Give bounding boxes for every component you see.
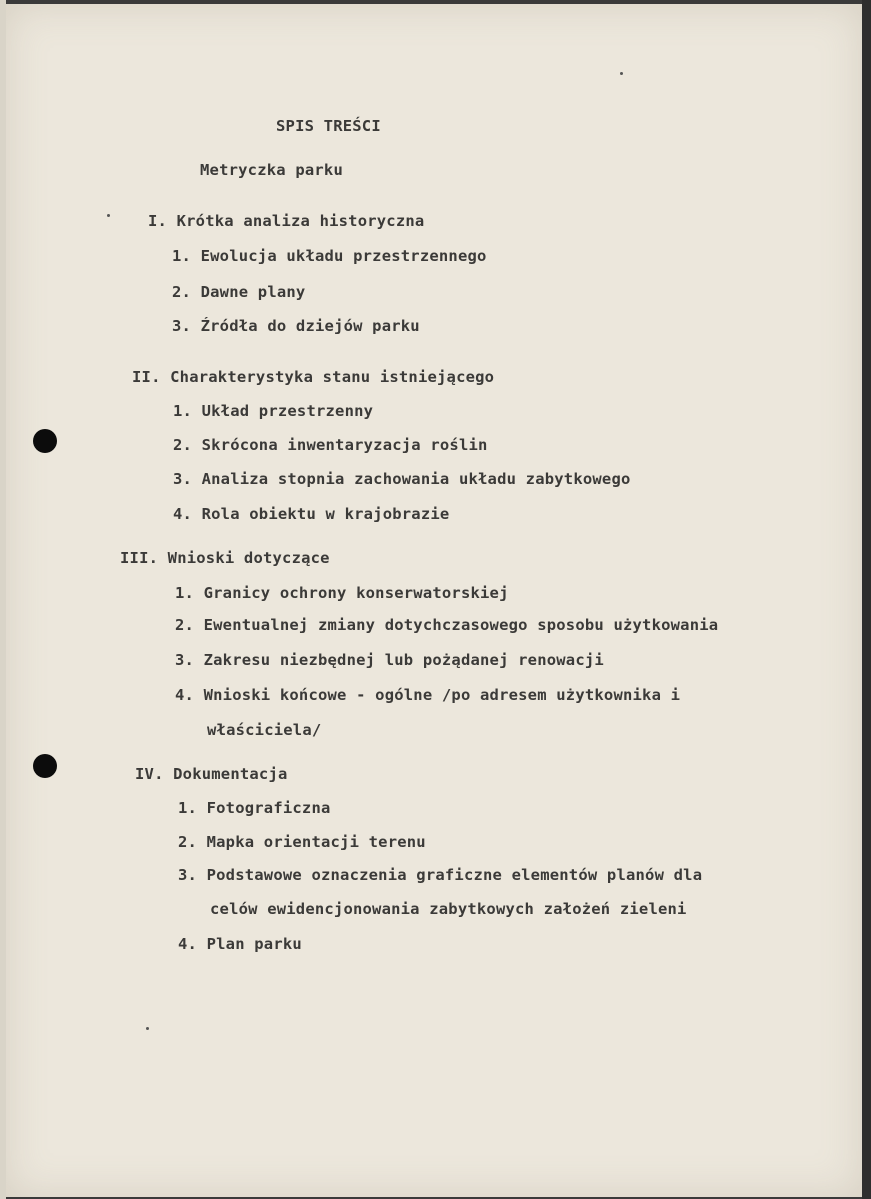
toc-item: 4. Wnioski końcowe - ogólne /po adresem użytkownika i (175, 686, 681, 704)
toc-item: 3. Źródła do dziejów parku (172, 317, 420, 335)
section-heading-2: II. Charakterystyka stanu istniejącego (132, 368, 495, 386)
section-heading-1: I. Krótka analiza historyczna (148, 212, 425, 230)
toc-item: 2. Ewentualnej zmiany dotychczasowego sposobu użytkowania (175, 616, 719, 634)
punch-hole-icon (33, 754, 57, 778)
toc-item-continuation: celów ewidencjonowania zabytkowych założeń zieleni (210, 900, 687, 918)
ink-speck (620, 72, 623, 75)
scan-background-strip (862, 0, 871, 1199)
toc-item: 1. Fotograficzna (178, 799, 331, 817)
toc-item: 4. Plan parku (178, 935, 302, 953)
ink-speck (107, 214, 110, 217)
toc-item: 1. Układ przestrzenny (173, 402, 374, 420)
section-heading-4: IV. Dokumentacja (135, 765, 288, 783)
toc-item: 1. Ewolucja układu przestrzennego (172, 247, 487, 265)
toc-item: 2. Skrócona inwentaryzacja roślin (173, 436, 488, 454)
toc-item: 2. Dawne plany (172, 283, 306, 301)
toc-item: 3. Podstawowe oznaczenia graficzne elementów planów dla (178, 866, 703, 884)
toc-item: 3. Zakresu niezbędnej lub pożądanej renowacji (175, 651, 604, 669)
toc-item: 1. Granicy ochrony konserwatorskiej (175, 584, 509, 602)
doc-title: SPIS TREŚCI (276, 117, 381, 135)
toc-item: 3. Analiza stopnia zachowania układu zabytkowego (173, 470, 631, 488)
section-heading-3: III. Wnioski dotyczące (120, 549, 330, 567)
punch-hole-icon (33, 429, 57, 453)
toc-item: 2. Mapka orientacji terenu (178, 833, 426, 851)
toc-item-continuation: właściciela/ (207, 721, 322, 739)
toc-item: 4. Rola obiektu w krajobrazie (173, 505, 450, 523)
ink-speck (146, 1027, 149, 1030)
metryczka-line: Metryczka parku (200, 161, 343, 179)
